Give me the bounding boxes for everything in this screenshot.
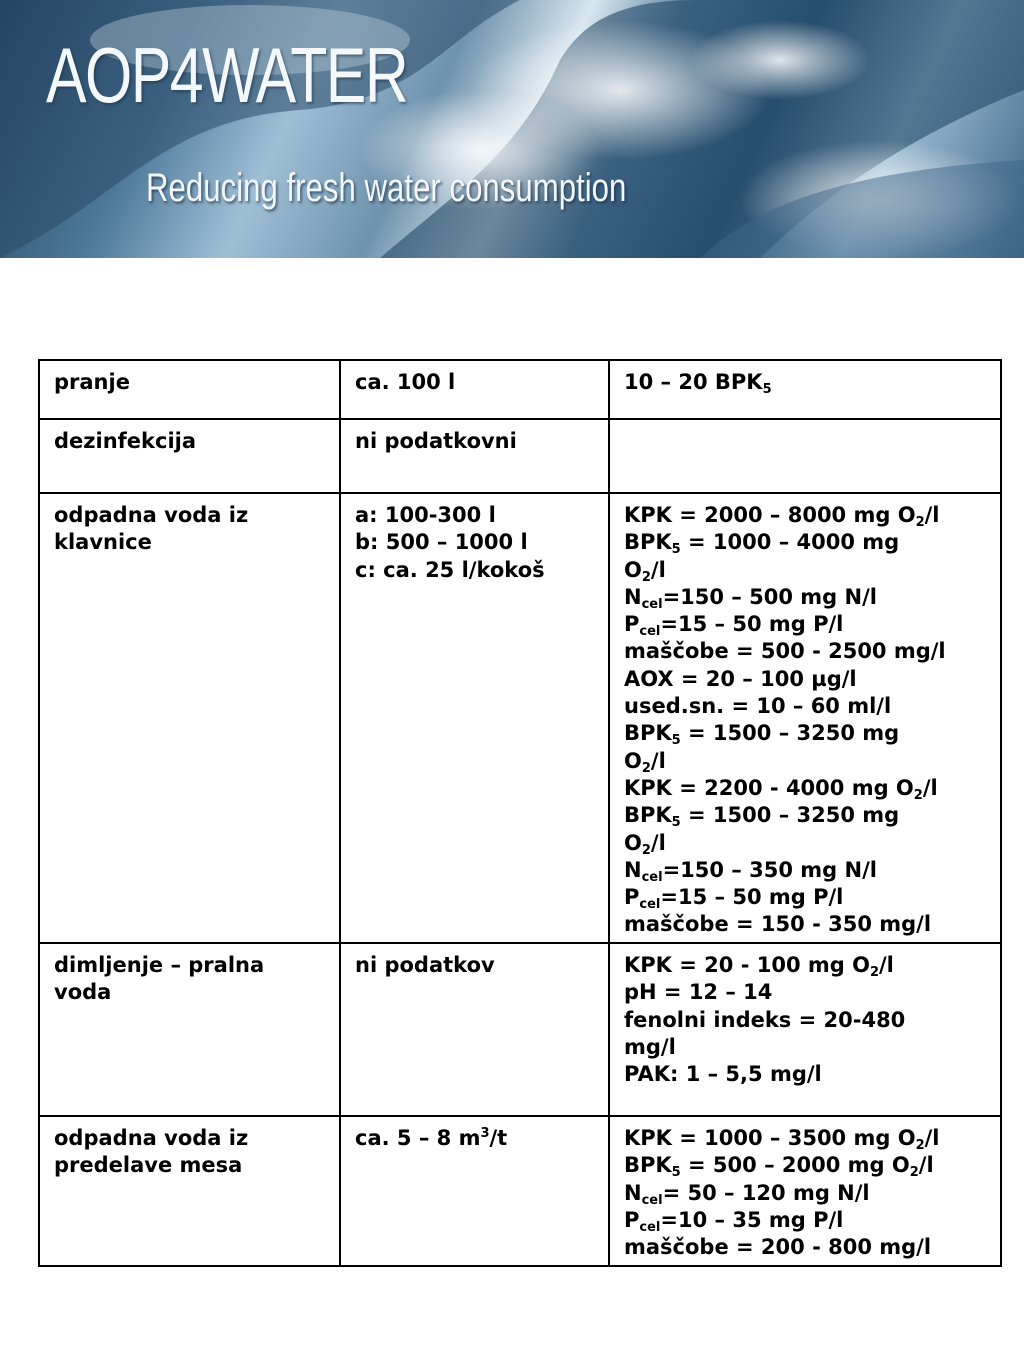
cell-line: a: 100-300 l [355, 503, 496, 527]
cell-line: b: 500 – 1000 l [355, 530, 528, 555]
brand-logo-text: AOP4WATER [46, 31, 408, 119]
cell-volume [340, 493, 609, 943]
cell-line: KPK = 2000 – 8000 mg $O_2/l$ [624, 503, 940, 530]
cell-params [609, 943, 1001, 1116]
cell-line: $N_{cel}= 50 - 120$ mg N/l [624, 1180, 870, 1208]
cell-params [609, 493, 1001, 943]
cell-volume [340, 1116, 609, 1266]
cell-line: AOX = 20 – 100 µg/l [624, 666, 857, 691]
cell-line: used.sn. = 10 – 60 ml/l [624, 694, 892, 719]
cell-line: ca. 100 l [355, 370, 456, 394]
table-row [39, 360, 1001, 419]
cell-line: ca. 5 – 8 $m^3/t$ [355, 1126, 508, 1150]
wastewater-table [38, 359, 1002, 1267]
cell-params [609, 360, 1001, 419]
table-row [39, 493, 1001, 943]
cell-line: 10 – 20 $BPK_5$ [624, 370, 772, 397]
tagline: Reducing fresh water consumption [146, 166, 627, 210]
cell-line: $BPK_5 = 500 - 2000$ mg $O_2/l$ [624, 1153, 934, 1181]
cell-process [39, 1116, 340, 1266]
header-banner [0, 0, 1024, 258]
cell-line: dimljenje – pralna [54, 953, 265, 977]
table-row [39, 419, 1001, 493]
cell-line: odpadna voda iz [54, 1126, 249, 1150]
cell-volume [340, 360, 609, 419]
cell-line: KPK = 1000 – 3500 mg $O_2/l$ [624, 1126, 940, 1153]
cell-line: maščobe = 150 - 350 mg/l [624, 912, 932, 937]
cell-line: $P_{cel}=10 - 35$ mg P/l [624, 1207, 844, 1235]
cell-line: $N_{cel}=150 - 350$ mg N/l [624, 857, 877, 885]
cell-process [39, 419, 340, 493]
cell-volume [340, 943, 609, 1116]
cell-line: ni podatkov [355, 953, 495, 977]
cell-line: odpadna voda iz [54, 503, 249, 527]
cell-line: $O_2/l$ [624, 557, 666, 585]
cell-line: klavnice [54, 530, 152, 555]
cell-process [39, 943, 340, 1116]
cell-volume [340, 419, 609, 493]
cell-line: maščobe = 200 - 800 mg/l [624, 1235, 932, 1260]
cell-params [609, 419, 1001, 493]
cell-line: $BPK_5 = 1500 - 3250$ mg [624, 803, 900, 831]
cell-line: fenolni indeks = 20-480 [624, 1007, 906, 1032]
cell-line: PAK: 1 – 5,5 mg/l [624, 1062, 822, 1087]
cell-line: $BPK_5 = 1500 - 3250$ mg [624, 721, 900, 749]
table-row [39, 1116, 1001, 1266]
cell-line: dezinfekcija [54, 429, 197, 453]
cell-line: $N_{cel}=150 - 500$ mg N/l [624, 584, 877, 612]
cell-line: pH = 12 – 14 [624, 980, 773, 1005]
cell-line: $P_{cel}=15 - 50$ mg P/l [624, 885, 844, 913]
cell-line: KPK = 20 - 100 mg $O_2/l$ [624, 953, 894, 980]
cell-params [609, 1116, 1001, 1266]
cell-line: $O_2/l$ [624, 748, 666, 776]
cell-line: maščobe = 500 - 2500 mg/l [624, 639, 946, 664]
cell-line: mg/l [624, 1034, 676, 1059]
cell-line: c: ca. 25 l/kokoš [355, 557, 545, 582]
cell-line: predelave mesa [54, 1153, 243, 1178]
cell-line: ni podatkovni [355, 429, 517, 453]
table-row [39, 943, 1001, 1116]
cell-process [39, 493, 340, 943]
cell-line: pranje [54, 370, 130, 394]
cell-line: KPK = 2200 - 4000 mg $O_2/l$ [624, 775, 938, 803]
cell-line: $O_2/l$ [624, 830, 666, 858]
cell-line: $P_{cel}=15 - 50$ mg P/l [624, 612, 844, 640]
cell-line: $BPK_5 = 1000 - 4000$ mg [624, 530, 900, 558]
cell-process [39, 360, 340, 419]
cell-line: voda [54, 980, 112, 1005]
